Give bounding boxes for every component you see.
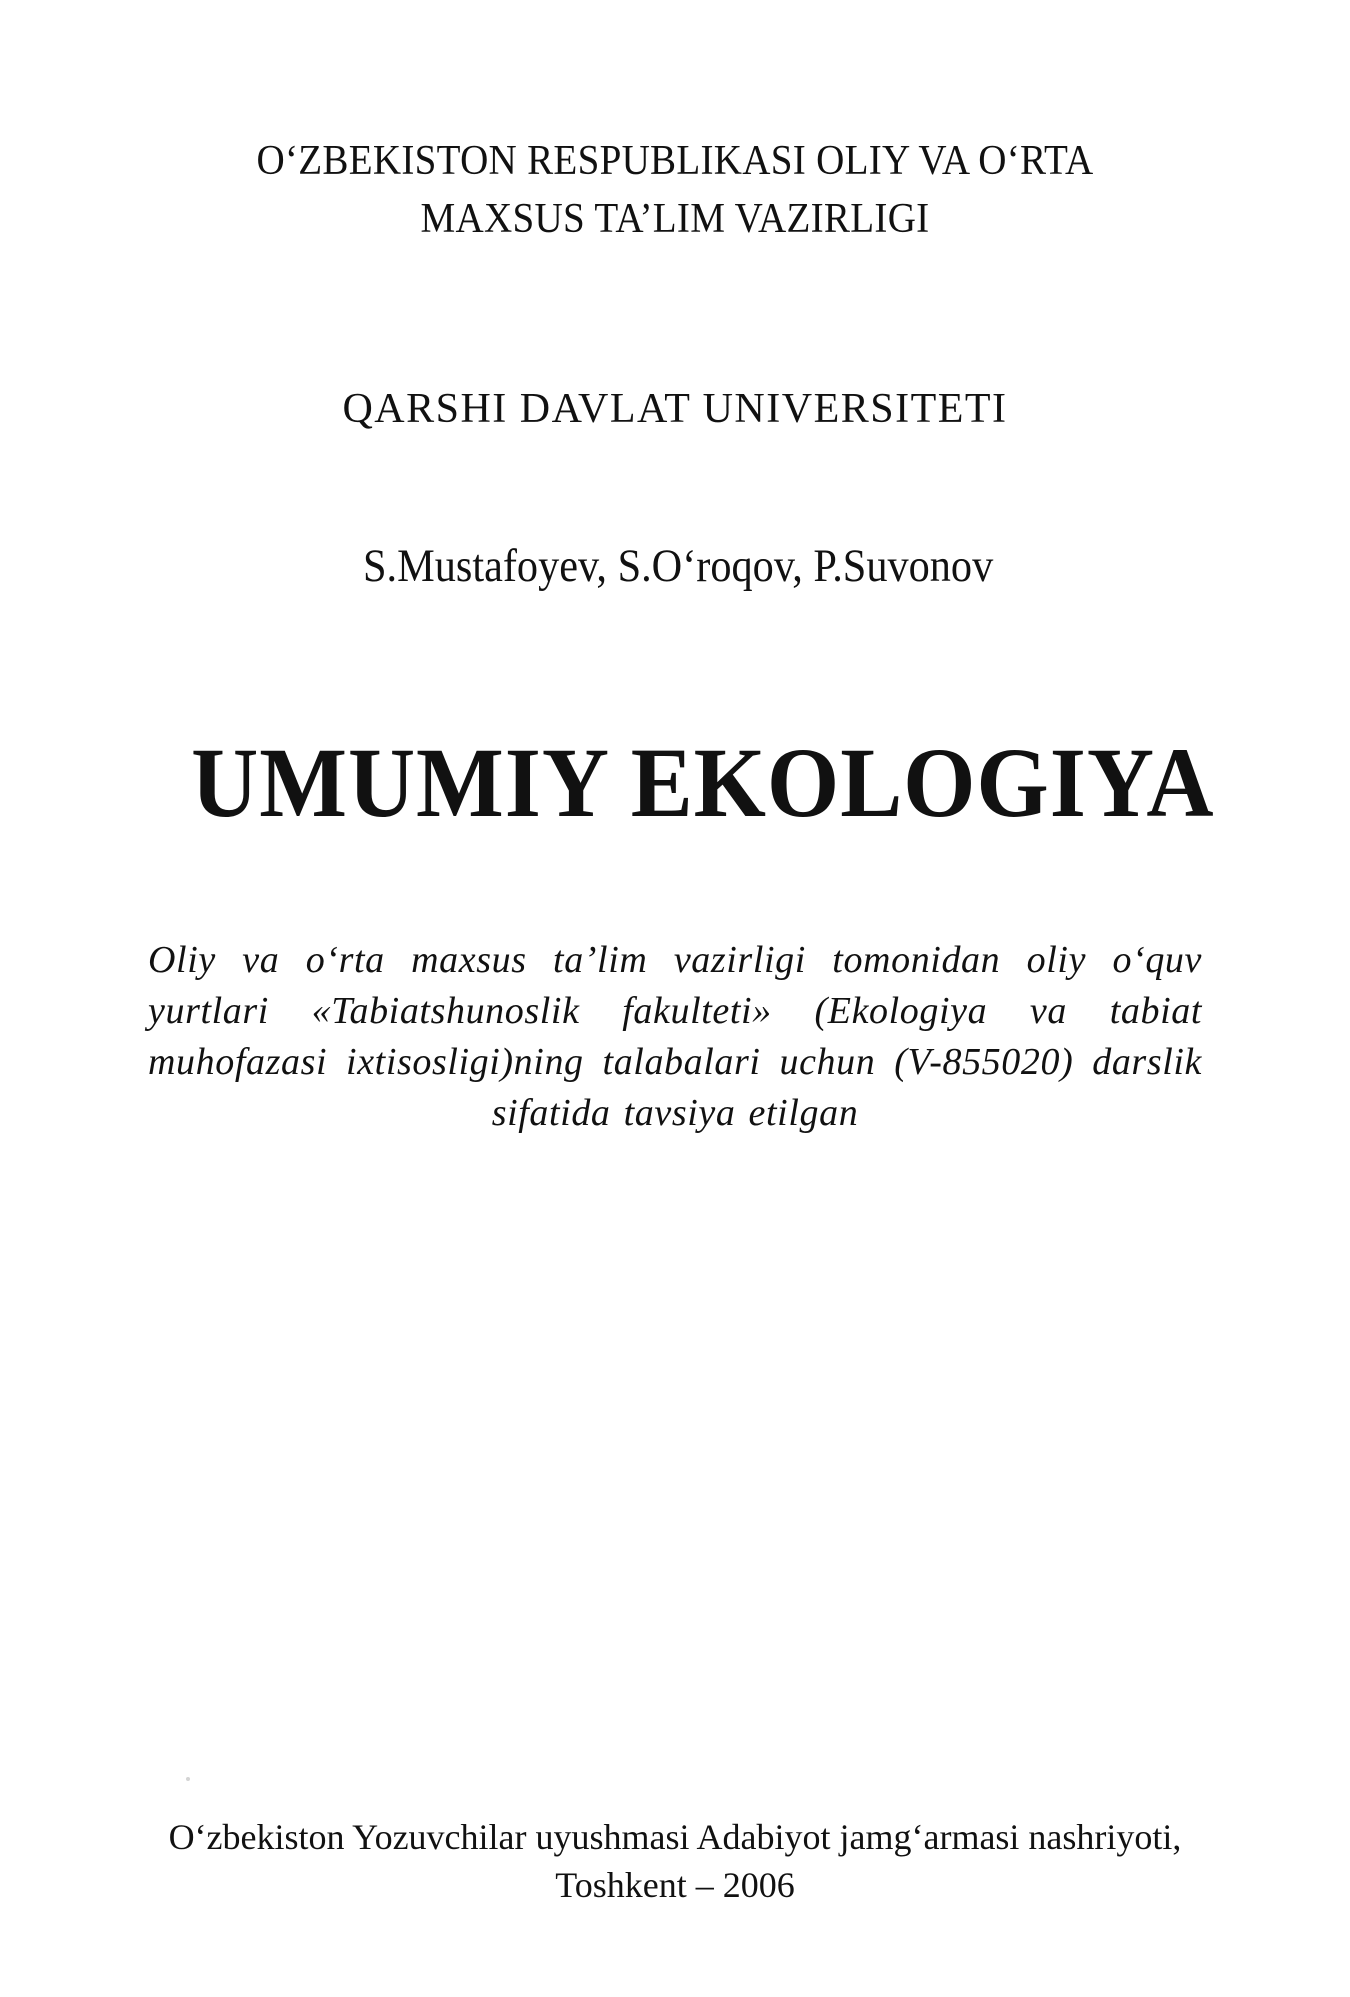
book-authors: S.Mustafoyev, S.O‘roqov, P.Suvonov (363, 540, 994, 592)
scan-speck (186, 1777, 190, 1781)
publisher-name: O‘zbekiston Yozuvchilar uyushmasi Adabiyot jamg‘armasi nashriyoti, (168, 1817, 1182, 1857)
book-title: UMUMIY EKOLOGIYA (191, 727, 1215, 838)
place-year: Toshkent – 2006 (555, 1865, 795, 1905)
ministry-line-2: MAXSUS TA’LIM VAZIRLIGI (420, 196, 930, 242)
recommendation-text: Oliy va o‘rta maxsus ta’lim vazirligi tomonidan oliy o‘quv yurtlari «Tabiatshunoslik fakulteti» (Ekologiya va tabiat muhofazasi ixtisosligi)ning talabalari uchun (V-855020) darslik sifatida tavsiya etilgan (148, 939, 1202, 1134)
ministry-heading (47, 132, 1303, 248)
publisher-block (0, 1813, 1350, 1909)
university-name: QARSHI DAVLAT UNIVERSITETI (342, 386, 1008, 432)
ministry-line-1: O‘ZBEKISTON RESPUBLIKASI OLIY VA O‘RTA (256, 138, 1094, 184)
